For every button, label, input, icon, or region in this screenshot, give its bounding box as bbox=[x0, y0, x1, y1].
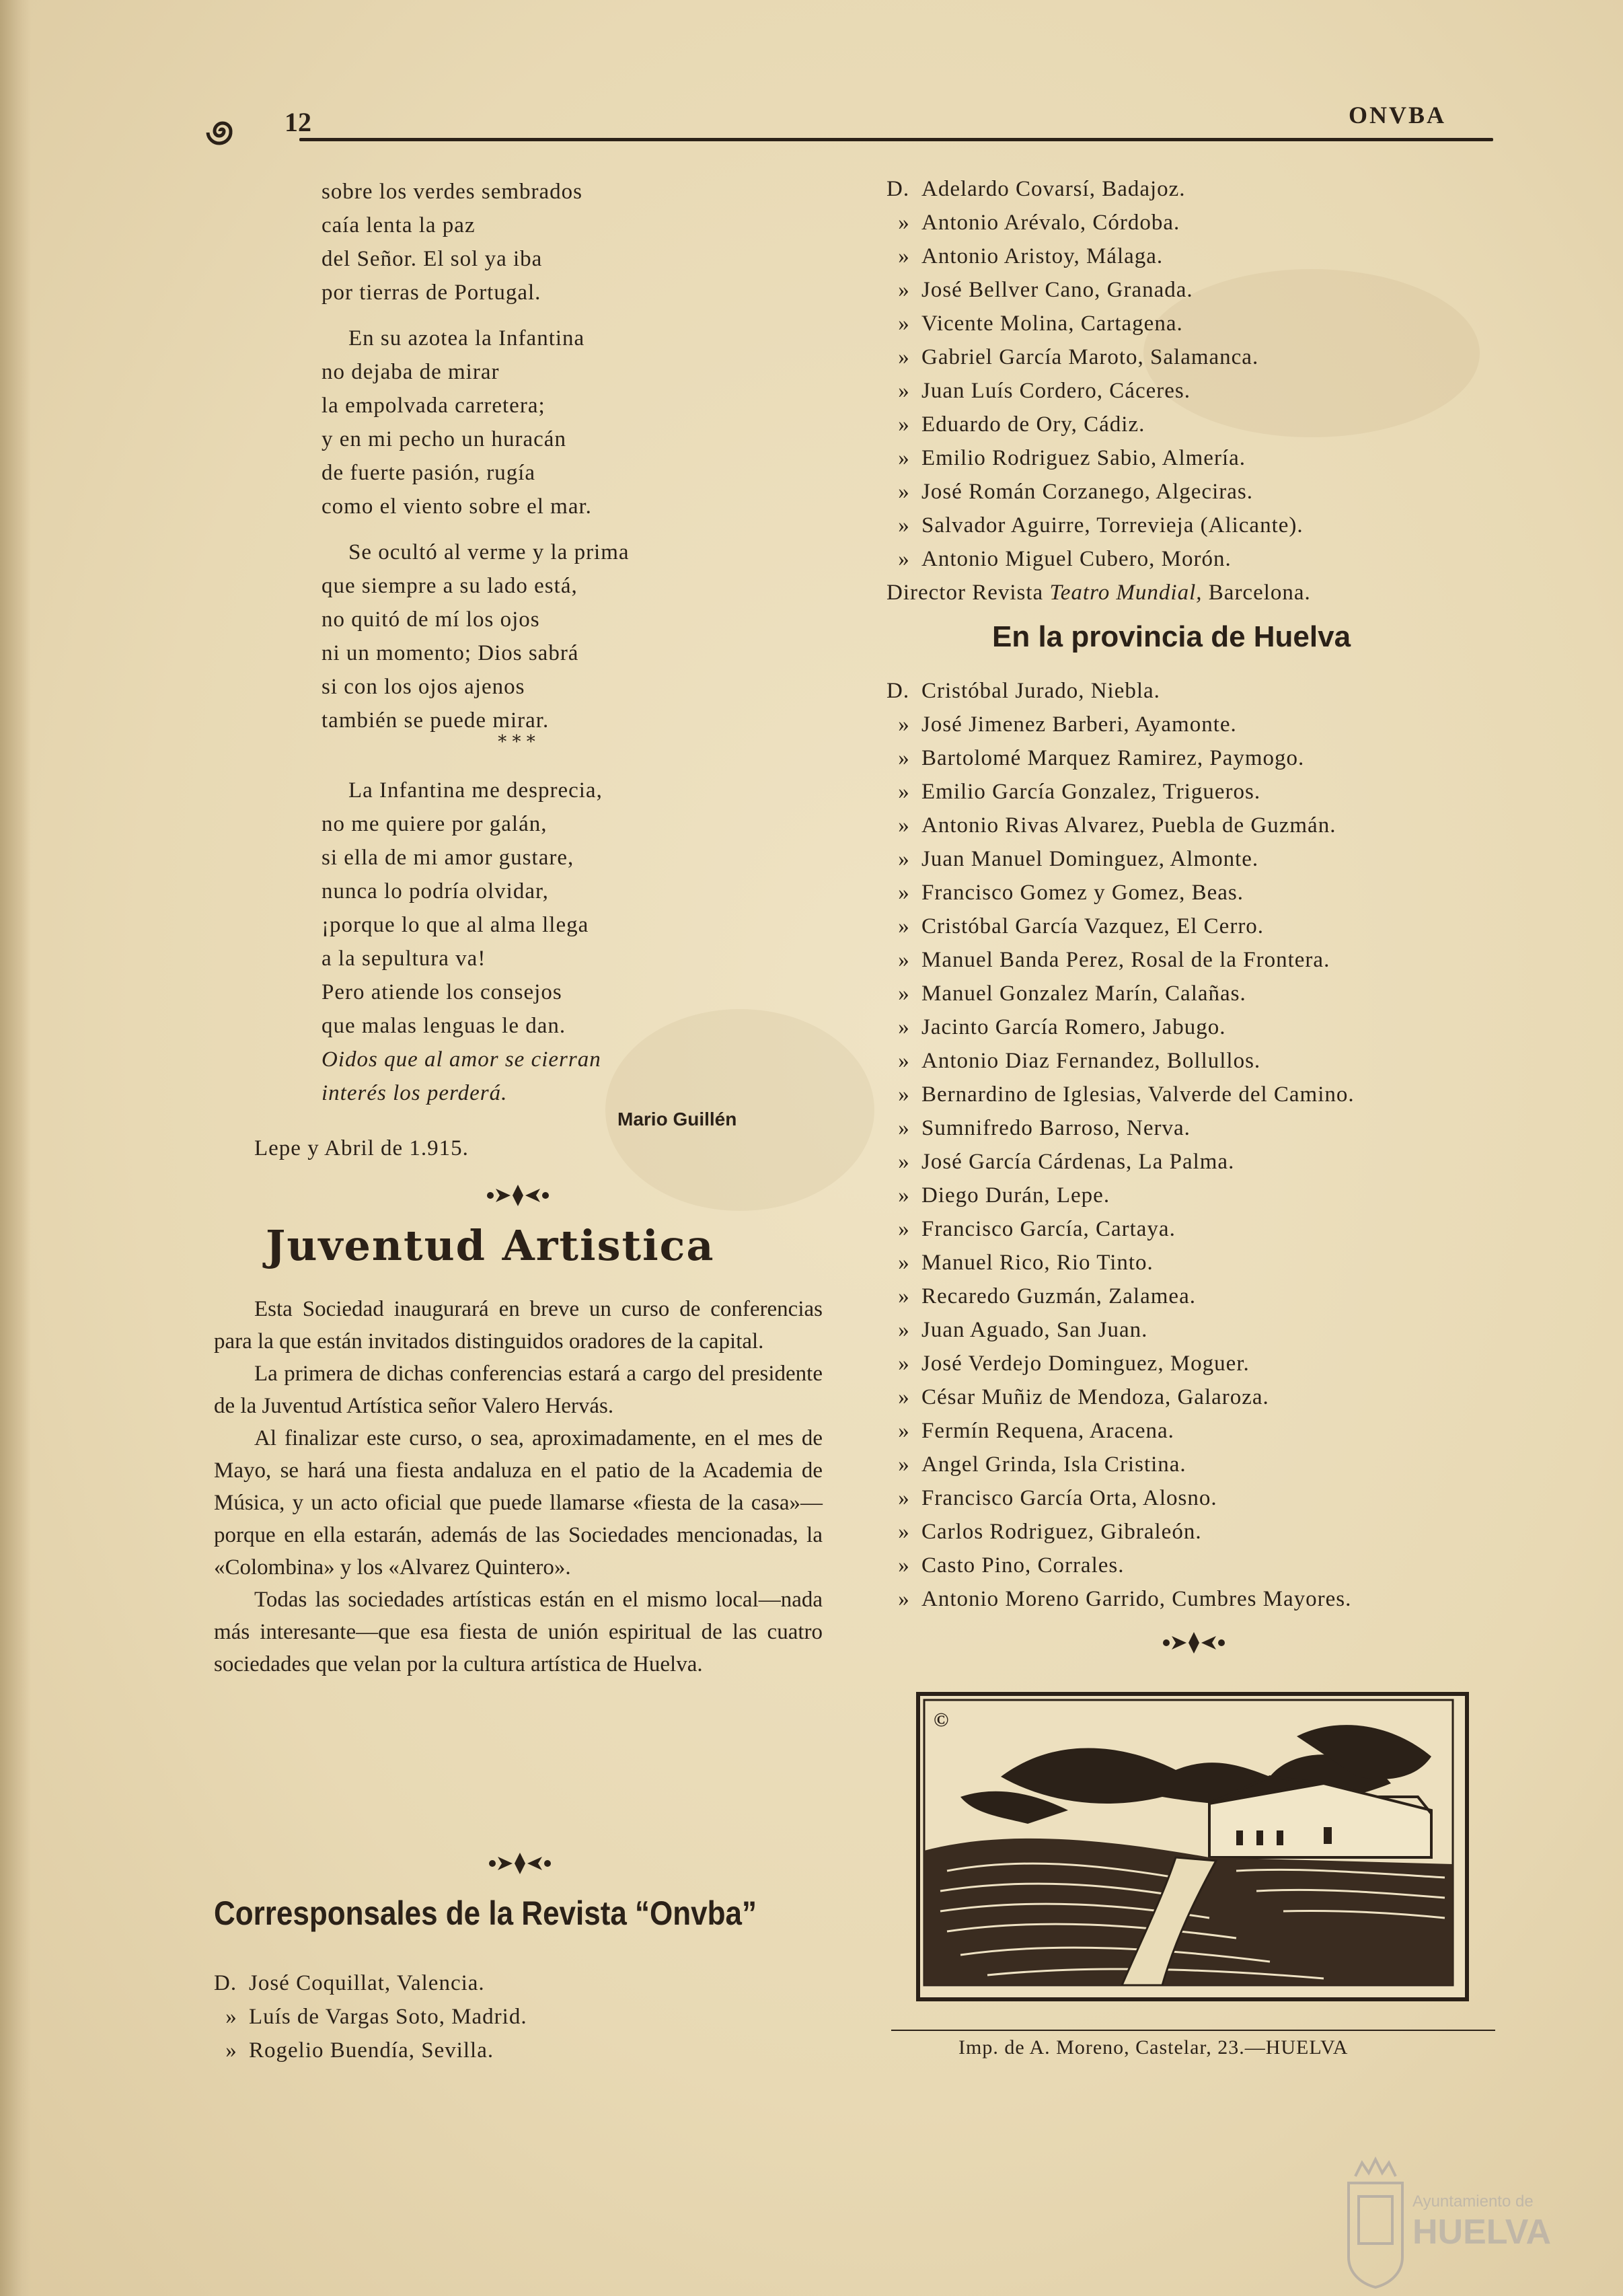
list-marker: » bbox=[898, 780, 910, 804]
list-item bbox=[886, 1044, 1355, 1078]
list-item bbox=[886, 842, 1355, 876]
printer-imprint: Imp. de A. Moreno, Castelar, 23.—HUELVA bbox=[958, 2036, 1349, 2059]
list-item-text: Francisco García Orta, Alosno. bbox=[921, 1486, 1217, 1510]
list-marker: » bbox=[225, 2038, 237, 2063]
article-paragraph: Al finalizar este curso, o sea, aproximadamente, en el mes de Mayo, se hará una fiesta andaluza en el patio de la Academia de Música, y un acto oficial que puede llamarse «fiesta de la casa»—porque en ella estarán, además de las Sociedades mencionadas, la «Colombina» y los «Alvarez Quintero». bbox=[214, 1426, 823, 1580]
list-item bbox=[214, 2000, 527, 2034]
list-item bbox=[886, 977, 1355, 1010]
poem-line: Pero atiende los consejos bbox=[322, 980, 562, 1004]
list-item-text: Francisco Gomez y Gomez, Beas. bbox=[921, 881, 1244, 905]
landscape-village-image bbox=[920, 1696, 1457, 1989]
list-marker: » bbox=[898, 379, 910, 403]
spiral-ornament-icon bbox=[205, 114, 239, 148]
italic-line: interés los perderá. bbox=[322, 1081, 508, 1105]
list-marker: » bbox=[898, 881, 910, 905]
list-item-text: José Verdejo Dominguez, Moguer. bbox=[921, 1351, 1250, 1376]
list-item-text: Emilio García Gonzalez, Trigueros. bbox=[921, 780, 1261, 804]
list-item bbox=[886, 239, 1311, 273]
final-stanza-lines bbox=[322, 774, 603, 1043]
list-item bbox=[886, 374, 1311, 408]
article-paragraph: La primera de dichas conferencias estará a cargo del presidente de la Juventud Artística señor Valero Hervás. bbox=[214, 1362, 823, 1418]
poem-line: sobre los verdes sembrados bbox=[322, 180, 583, 204]
page-header bbox=[205, 101, 1493, 148]
director-magazine: Teatro Mundial, bbox=[1049, 581, 1203, 605]
poem-line: La Infantina me desprecia, bbox=[348, 778, 603, 803]
list-item-text: Antonio Diaz Fernandez, Bollullos. bbox=[921, 1049, 1261, 1073]
list-item-text: Casto Pino, Corrales. bbox=[921, 1553, 1125, 1578]
list-marker: » bbox=[898, 1452, 910, 1477]
right-list-rows bbox=[886, 172, 1311, 576]
list-item-text: Salvador Aguirre, Torrevieja (Alicante). bbox=[921, 513, 1304, 538]
list-item-text: José Coquillat, Valencia. bbox=[249, 1971, 485, 1995]
page-number: 12 bbox=[285, 107, 311, 137]
stanza-gap bbox=[322, 523, 630, 535]
list-item bbox=[886, 674, 1355, 708]
list-item-text: Sumnifredo Barroso, Nerva. bbox=[921, 1116, 1191, 1140]
juventud-article bbox=[214, 1293, 823, 1680]
list-marker: » bbox=[898, 948, 910, 972]
list-item-text: Juan Manuel Dominguez, Almonte. bbox=[921, 847, 1259, 871]
provincia-list bbox=[886, 674, 1355, 1616]
list-item bbox=[886, 1212, 1355, 1246]
list-item-text: Adelardo Covarsí, Badajoz. bbox=[921, 177, 1186, 201]
list-marker: » bbox=[898, 1587, 910, 1611]
list-item-text: Fermín Requena, Aracena. bbox=[921, 1419, 1174, 1443]
list-item bbox=[886, 943, 1355, 977]
poem-line: de fuerte pasión, rugía bbox=[322, 461, 536, 485]
list-item bbox=[886, 876, 1355, 910]
list-item bbox=[886, 1380, 1355, 1414]
list-marker: » bbox=[898, 982, 910, 1006]
director-city: Barcelona. bbox=[1208, 581, 1311, 605]
poem-line: que siempre a su lado está, bbox=[322, 574, 578, 598]
list-item-text: Manuel Gonzalez Marín, Calañas. bbox=[921, 982, 1246, 1006]
list-marker: » bbox=[898, 513, 910, 538]
italic-line: Oidos que al amor se cierran bbox=[322, 1047, 601, 1072]
fleuron-ornament-icon bbox=[481, 1182, 555, 1209]
list-marker: » bbox=[898, 211, 910, 235]
list-item bbox=[886, 340, 1311, 374]
list-item-text: Juan Luís Cordero, Cáceres. bbox=[921, 379, 1191, 403]
poem-final-stanza bbox=[322, 774, 603, 1110]
footer-rule bbox=[891, 2030, 1495, 2031]
poem-line: no me quiere por galán, bbox=[322, 812, 548, 836]
list-item-text: Eduardo de Ory, Cádiz. bbox=[921, 412, 1145, 437]
fleuron-ornament-icon bbox=[483, 1850, 557, 1877]
list-marker: » bbox=[898, 1520, 910, 1544]
poem-line: a la sepultura va! bbox=[322, 947, 486, 971]
list-marker: » bbox=[898, 712, 910, 737]
list-marker: D. bbox=[886, 679, 910, 703]
list-item-text: César Muñiz de Mendoza, Galaroza. bbox=[921, 1385, 1269, 1409]
list-marker: » bbox=[898, 1049, 910, 1073]
poem-line: que malas lenguas le dan. bbox=[322, 1014, 566, 1038]
list-marker: » bbox=[225, 2005, 237, 2029]
list-marker: » bbox=[898, 847, 910, 871]
list-item bbox=[886, 1010, 1355, 1044]
list-item-text: Rogelio Buendía, Sevilla. bbox=[249, 2038, 494, 2063]
list-item-text: Juan Aguado, San Juan. bbox=[921, 1318, 1148, 1342]
poem-line: no dejaba de mirar bbox=[322, 360, 500, 384]
list-item bbox=[886, 307, 1311, 340]
list-item bbox=[886, 475, 1311, 509]
list-item-text: Antonio Arévalo, Córdoba. bbox=[921, 211, 1180, 235]
juventud-title: Juventud Artistica bbox=[266, 1221, 715, 1270]
poem-line: caía lenta la paz bbox=[322, 213, 476, 237]
list-item-text: Antonio Rivas Alvarez, Puebla de Guzmán. bbox=[921, 813, 1336, 838]
list-item-text: Cristóbal García Vazquez, El Cerro. bbox=[921, 914, 1265, 938]
list-marker: » bbox=[898, 1217, 910, 1241]
masthead-title: ONVBA bbox=[1348, 102, 1446, 128]
list-item bbox=[886, 408, 1311, 441]
list-item-text: Diego Durán, Lepe. bbox=[921, 1183, 1110, 1208]
list-marker: » bbox=[898, 1553, 910, 1578]
list-marker: » bbox=[898, 1318, 910, 1342]
watermark-big-text: HUELVA bbox=[1412, 2213, 1552, 2252]
director-prefix: Director Revista bbox=[886, 581, 1044, 605]
list-marker: » bbox=[898, 1183, 910, 1208]
list-marker: » bbox=[898, 746, 910, 770]
list-item bbox=[886, 1414, 1355, 1448]
list-marker: D. bbox=[886, 177, 910, 201]
list-marker: » bbox=[898, 1486, 910, 1510]
list-item bbox=[886, 1347, 1355, 1380]
list-item-text: José Román Corzanego, Algeciras. bbox=[921, 480, 1253, 504]
list-item bbox=[886, 1280, 1355, 1313]
page-edge-shadow bbox=[0, 0, 31, 2296]
list-item-text: José García Cárdenas, La Palma. bbox=[921, 1150, 1235, 1174]
list-item bbox=[886, 1549, 1355, 1582]
list-marker: » bbox=[898, 914, 910, 938]
list-marker: » bbox=[898, 412, 910, 437]
list-item-text: Gabriel García Maroto, Salamanca. bbox=[921, 345, 1259, 369]
list-marker: » bbox=[898, 345, 910, 369]
list-item bbox=[886, 775, 1355, 809]
list-item bbox=[886, 273, 1311, 307]
list-item-text: José Jimenez Barberi, Ayamonte. bbox=[921, 712, 1237, 737]
list-marker: » bbox=[898, 446, 910, 470]
list-item bbox=[886, 206, 1311, 239]
stanza-gap bbox=[322, 309, 630, 322]
list-item bbox=[886, 441, 1311, 475]
list-item-text: Bartolomé Marquez Ramirez, Paymogo. bbox=[921, 746, 1305, 770]
article-paragraph: Esta Sociedad inaugurará en breve un curso de conferencias para la que están invitados distinguidos oradores de la capital. bbox=[214, 1297, 823, 1354]
list-marker: » bbox=[898, 1150, 910, 1174]
poem-line: ni un momento; Dios sabrá bbox=[322, 641, 579, 665]
list-item bbox=[886, 1481, 1355, 1515]
list-item-text: Antonio Moreno Garrido, Cumbres Mayores. bbox=[921, 1587, 1352, 1611]
list-marker: » bbox=[898, 1385, 910, 1409]
poem bbox=[322, 175, 630, 737]
list-item-text: Luís de Vargas Soto, Madrid. bbox=[249, 2005, 527, 2029]
poem-line: no quitó de mí los ojos bbox=[322, 607, 540, 632]
poem-line: por tierras de Portugal. bbox=[322, 281, 541, 305]
list-marker: » bbox=[898, 1419, 910, 1443]
list-item bbox=[886, 1313, 1355, 1347]
list-marker: » bbox=[898, 311, 910, 336]
corresponsales-left-list bbox=[214, 1966, 527, 2067]
watermark-small-text: Ayuntamiento de bbox=[1412, 2192, 1534, 2211]
poem-place-date: Lepe y Abril de 1.915. bbox=[254, 1136, 469, 1160]
list-item bbox=[886, 1515, 1355, 1549]
poem-line: En su azotea la Infantina bbox=[348, 326, 585, 350]
list-item-text: Angel Grinda, Isla Cristina. bbox=[921, 1452, 1186, 1477]
list-item bbox=[886, 1179, 1355, 1212]
list-item bbox=[214, 1966, 527, 2000]
list-item-text: Bernardino de Iglesias, Valverde del Camino. bbox=[921, 1082, 1355, 1107]
list-marker: » bbox=[898, 1251, 910, 1275]
poem-line: Se ocultó al verme y la prima bbox=[348, 540, 630, 564]
list-item bbox=[886, 741, 1355, 775]
list-item-text: Francisco García, Cartaya. bbox=[921, 1217, 1176, 1241]
list-item bbox=[886, 509, 1311, 542]
header-rule bbox=[299, 138, 1493, 141]
list-item-text: Cristóbal Jurado, Niebla. bbox=[921, 679, 1160, 703]
list-item bbox=[214, 2034, 527, 2067]
poem-line: ¡porque lo que al alma llega bbox=[322, 913, 589, 937]
list-marker: » bbox=[898, 813, 910, 838]
poem-line: y en mi pecho un huracán bbox=[322, 427, 566, 451]
corresponsales-right-list bbox=[886, 172, 1311, 609]
list-item-text: Antonio Aristoy, Málaga. bbox=[921, 244, 1164, 268]
list-item bbox=[886, 1111, 1355, 1145]
list-marker: » bbox=[898, 1351, 910, 1376]
woodcut-illustration bbox=[916, 1692, 1469, 2001]
director-line bbox=[886, 576, 1311, 609]
poem-stanzas bbox=[322, 175, 630, 737]
list-item bbox=[886, 1582, 1355, 1616]
list-item-text: Carlos Rodriguez, Gibraleón. bbox=[921, 1520, 1202, 1544]
provincia-title: En la provincia de Huelva bbox=[992, 620, 1351, 653]
list-item-text: Manuel Rico, Rio Tinto. bbox=[921, 1251, 1154, 1275]
list-item-text: Antonio Miguel Cubero, Morón. bbox=[921, 547, 1232, 571]
list-item bbox=[886, 708, 1355, 741]
list-marker: » bbox=[898, 278, 910, 302]
poem-separator: * * * bbox=[498, 732, 535, 752]
list-item bbox=[886, 1448, 1355, 1481]
list-marker: » bbox=[898, 1284, 910, 1308]
list-item-text: Jacinto García Romero, Jabugo. bbox=[921, 1015, 1226, 1039]
list-marker: » bbox=[898, 1116, 910, 1140]
poem-line: la empolvada carretera; bbox=[322, 394, 545, 418]
huelva-city-seal-watermark bbox=[1342, 2156, 1574, 2291]
provincia-list-rows bbox=[886, 674, 1355, 1616]
list-item-text: Vicente Molina, Cartagena. bbox=[921, 311, 1183, 336]
list-marker: » bbox=[898, 480, 910, 504]
left-list-rows bbox=[214, 1966, 527, 2067]
list-item bbox=[886, 1246, 1355, 1280]
list-item bbox=[886, 1078, 1355, 1111]
list-item bbox=[886, 809, 1355, 842]
list-item-text: José Bellver Cano, Granada. bbox=[921, 278, 1193, 302]
list-marker: » bbox=[898, 547, 910, 571]
poem-author: Mario Guillén bbox=[617, 1109, 737, 1130]
list-marker: » bbox=[898, 1015, 910, 1039]
article-paragraph: Todas las sociedades artísticas están en el mismo local—nada más interesante—que esa fiesta de unión espiritual de las cuatro sociedades que velan por la cultura artística de Huelva. bbox=[214, 1588, 823, 1676]
list-marker: » bbox=[898, 1082, 910, 1107]
fleuron-ornament-icon bbox=[1157, 1629, 1231, 1656]
poem-line: nunca lo podría olvidar, bbox=[322, 879, 549, 903]
poem-line: como el viento sobre el mar. bbox=[322, 494, 592, 519]
list-item bbox=[886, 542, 1311, 576]
list-item bbox=[886, 172, 1311, 206]
list-marker: » bbox=[898, 244, 910, 268]
corresponsales-title: Corresponsales de la Revista “Onvba” bbox=[214, 1894, 757, 1932]
svg-text:©: © bbox=[934, 1709, 949, 1731]
list-item bbox=[886, 910, 1355, 943]
list-marker: D. bbox=[214, 1971, 237, 1995]
list-item-text: Emilio Rodriguez Sabio, Almería. bbox=[921, 446, 1246, 470]
list-item-text: Recaredo Guzmán, Zalamea. bbox=[921, 1284, 1196, 1308]
poem-line: si con los ojos ajenos bbox=[322, 675, 525, 699]
list-item-text: Manuel Banda Perez, Rosal de la Frontera. bbox=[921, 948, 1330, 972]
poem-line: del Señor. El sol ya iba bbox=[322, 247, 543, 271]
list-item bbox=[886, 1145, 1355, 1179]
poem-line: también se puede mirar. bbox=[322, 708, 550, 733]
poem-line: si ella de mi amor gustare, bbox=[322, 846, 574, 870]
